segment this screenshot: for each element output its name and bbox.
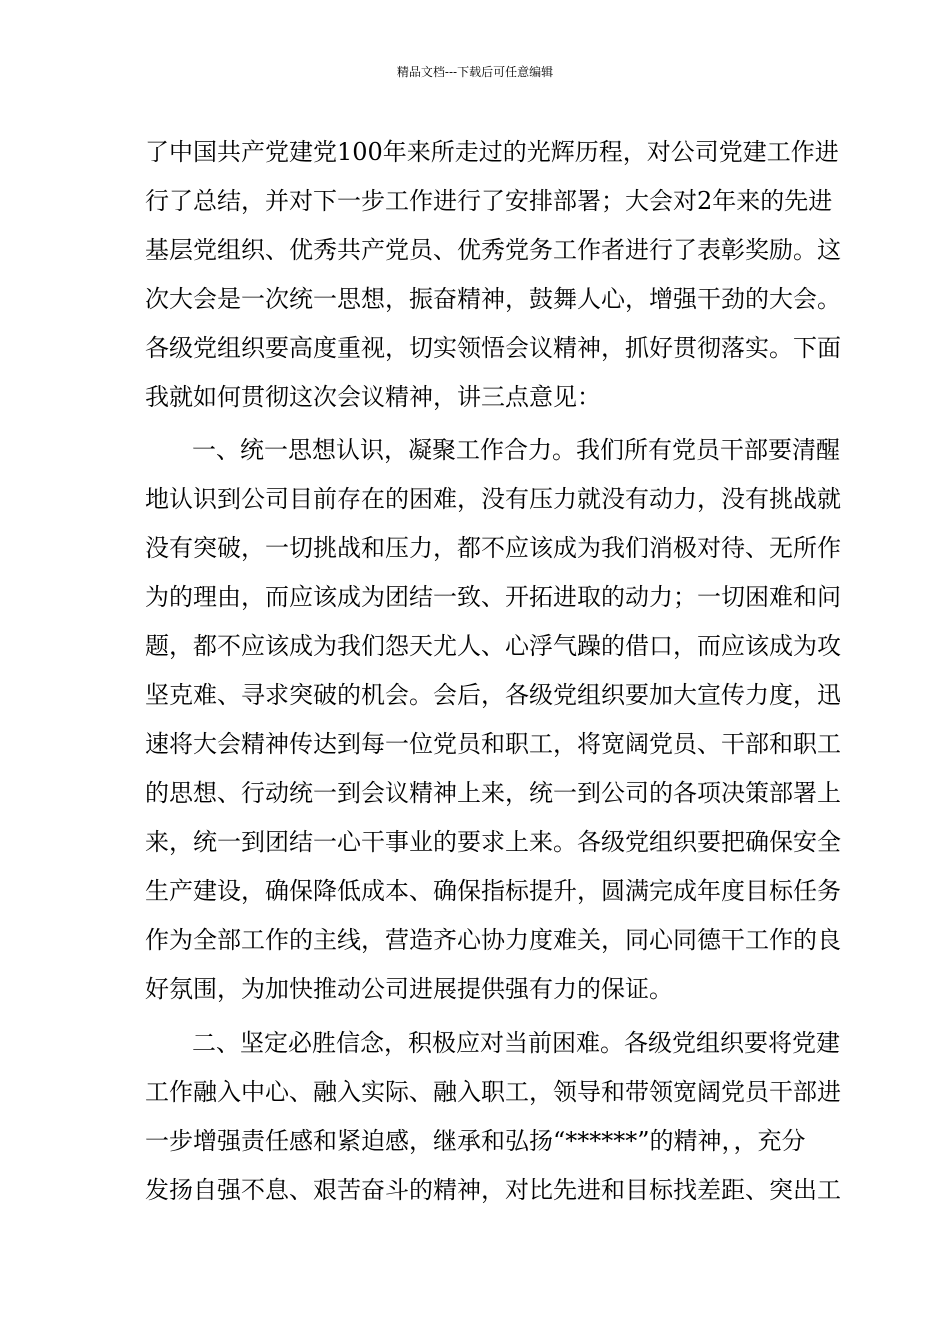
text-line: 的思想、行动统一到会议精神上来，统一到公司的各项决策部署上: [145, 779, 841, 807]
text-line: 次大会是一次统一思想，振奋精神，鼓舞人心，增强干劲的大会。: [145, 285, 841, 313]
text-line: 行了总结，并对下一步工作进行了安排部署；大会对2年来的先进: [145, 187, 833, 215]
text-line: 坚克难、寻求突破的机会。会后，各级党组织要加大宣传力度，迅: [145, 681, 841, 709]
text-line: 题，都不应该成为我们怨天尤人、心浮气躁的借口，而应该成为攻: [145, 632, 841, 660]
page-header: 精品文档---下载后可任意编辑: [396, 65, 554, 79]
text-line: 了中国共产党建党100年来所走过的光辉历程，对公司党建工作进: [145, 138, 839, 166]
text-line: 好氛围，为加快推动公司进展提供强有力的保证。: [145, 975, 673, 1003]
section-heading-line: 二、坚定必胜信念，积极应对当前困难。各级党组织要将党建: [192, 1029, 840, 1057]
text-line: 速将大会精神传达到每一位党员和职工，将宽阔党员、干部和职工: [145, 730, 841, 758]
text-line: 没有突破，一切挑战和压力，都不应该成为我们消极对待、无所作: [145, 534, 841, 562]
text-line: 生产建设，确保降低成本、确保指标提升，圆满完成年度目标任务: [145, 877, 841, 905]
section-heading-line: 一、统一思想认识，凝聚工作合力。我们所有党员干部要清醒: [192, 436, 840, 464]
text-line: 一步增强责任感和紧迫感，继承和弘扬“******”的精神，，充分: [145, 1127, 806, 1155]
text-line: 地认识到公司目前存在的困难，没有压力就没有动力，没有挑战就: [145, 485, 841, 513]
text-line: 发扬自强不息、艰苦奋斗的精神，对比先进和目标找差距、突出工: [145, 1176, 841, 1204]
text-line: 工作融入中心、融入实际、融入职工，领导和带领宽阔党员干部进: [145, 1078, 841, 1106]
text-line: 作为全部工作的主线，营造齐心协力度难关，同心同德干工作的良: [145, 926, 841, 954]
text-line: 我就如何贯彻这次会议精神，讲三点意见：: [145, 383, 601, 411]
text-line: 各级党组织要高度重视，切实领悟会议精神，抓好贯彻落实。下面: [145, 334, 841, 362]
text-line: 基层党组织、优秀共产党员、优秀党务工作者进行了表彰奖励。这: [145, 236, 841, 264]
text-line: 为的理由，而应该成为团结一致、开拓进取的动力；一切困难和问: [145, 583, 841, 611]
text-line: 来，统一到团结一心干事业的要求上来。各级党组织要把确保安全: [145, 828, 841, 856]
